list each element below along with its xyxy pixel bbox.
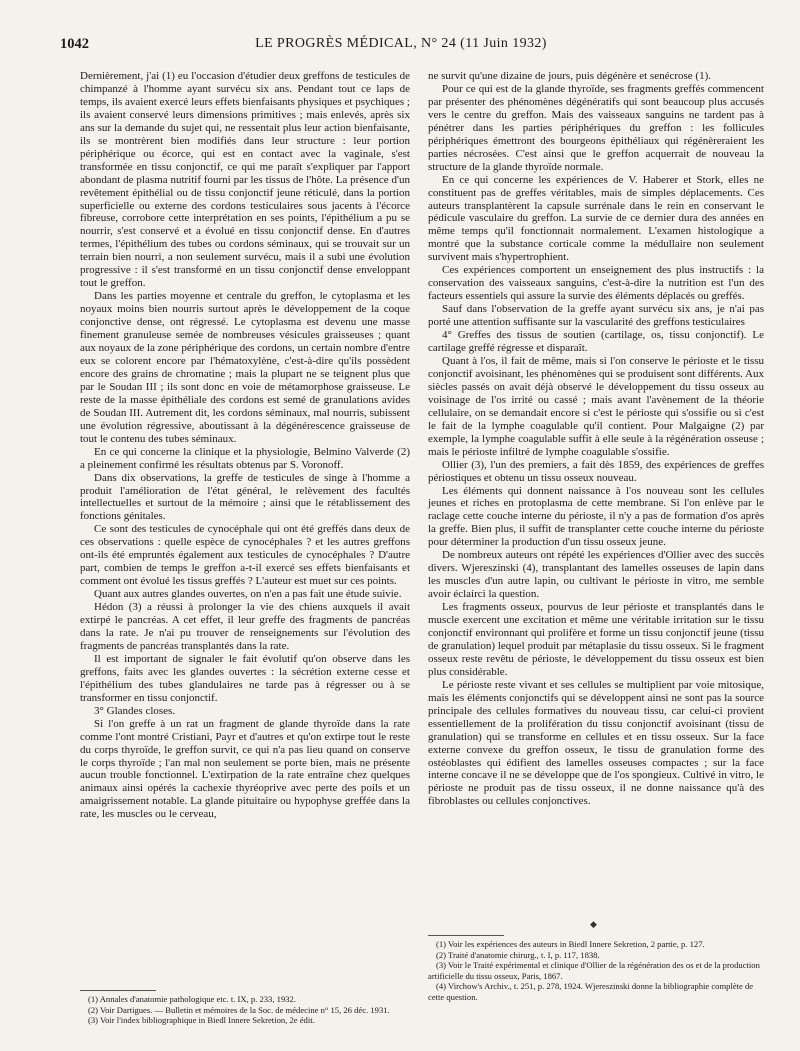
left-column — [80, 70, 410, 821]
paragraph: Pour ce qui est de la glande thyroïde, ses fragments greffés commencent par présenter des phénomènes dégénératifs qui sont beaucoup plus accusés vers le centre du greffon. Mais des vaisseaux sanguins ne tardent pas à pénétrer dans les parties périphériques du greffon : les follicules périphériques émettront des bourgeons épithéliaux qui régénèreraient les parties nécrosées. C'est ainsi que le greffon acquerrait de nouveau la structure de la glande thyroïde normale. — [428, 82, 764, 173]
footnote: (3) Voir le Traité expérimental et clinique d'Ollier de la régénération des os et de la production artificielle du tissu osseux, Paris, 1867. — [428, 960, 760, 981]
section-heading: 3° Glandes closes. — [94, 704, 176, 717]
paragraph: En ce qui concerne les expériences de V. Haberer et Stork, elles ne constituent pas de greffes véritables, mais de simples déplacements. Ces auteurs transplantèrent la capsule surrénale dans le rein en conservant le pédicule vasculaire du greffon. La survie de ce dernier dura des années en même temps qu'il fonctionnait normalement. L'examen histologique a montré que la substance corticale comme la médullaire non seulement survivent mais s'hypertrophient. — [428, 173, 764, 264]
paragraph: ne survit qu'une dizaine de jours, puis dégénère et senécrose (1). — [428, 70, 711, 82]
paragraph: De nombreux auteurs ont répété les expériences d'Ollier avec des succès divers. Wjereszinski (4), transplantant des lamelles osseuses de lapin dans les muscles d'un autre lapin, ou cultivant le périoste in vitro, me semble avoir éclairci la question. — [428, 549, 764, 601]
paragraph: Quant aux autres glandes ouvertes, on n'en a pas fait une étude suivie. — [94, 588, 402, 601]
paragraph: En ce qui concerne la clinique et la physiologie, Belmino Valverde (2) a pleinement confirmé les résultats obtenus par S. Voronoff. — [80, 445, 410, 471]
paragraph: Ces expériences comportent un enseignement des plus instructifs : la conservation des vaisseaux sanguins, c'est-à-dire la nutrition est l'un des facteurs essentiels qui assure la survie des éléments déplacés ou greffés. — [428, 264, 764, 303]
paragraph: Dernièrement, j'ai (1) eu l'occasion d'étudier deux greffons de testicules de chimpanzé à l'homme ayant survécu six ans. Pendant tout ce laps de temps, ils avaient exercé leurs effets bienfaisants physiques et psychiques ; ils avaient conservé leurs dimensions primitives ; mais enlevés, après six ans sur la demande du sujet qui, ne ressentait plus leur action bienfaisante, ils se montrèrent bien modifiés dans leur structure : leur portion périphérique ou écorce, qui est en contact avec la vaginale, s'est transformée en tissu conjonctif, ce qui me paraît s'expliquer par l'apport abondant de plasma nutritif fourni par les tissus de l'hôte. La présence d'un revêtement épithélial ou de tissu conjonctif jeune réticulé, dans la portion superficielle ou externe des cordons testiculaires sous jacents à l'écorce fibreuse, corrobore cette interprétation en ses points, l'épithélium a pu se nourrir, s'est conservé et a évolué en tissu conjonctif dense. En d'autres termes, l'épithélium des tubes ou cordons séminaux, qui se trouvait sur un terrain bien nourri, a non seulement survécu, mais il a subi une évolution progressive : il s'est transformé en un tissu conjonctif dense enveloppant tout le greffon. — [80, 70, 410, 290]
paragraph: Les éléments qui donnent naissance à l'os nouveau sont les cellules jeunes et riches en protoplasma de cette membrane. Si l'on enlève par le raclage cette couche interne du périoste, il n'y a pas de formation d'os après la greffe. Bien plus, il suffit de transplanter cette couche interne du périoste pour déterminer la production d'un tissu osseux jeune. — [428, 484, 764, 549]
paragraph: Dans dix observations, la greffe de testicules de singe à l'homme a produit l'amélioration de l'état général, le relèvement des facultés intellectuelles et surtout de la mémoire ; ainsi que le rétablissement des fonctions génitales. — [80, 471, 410, 523]
paragraph: Il est important de signaler le fait évolutif qu'on observe dans les greffons, faits avec les glandes ouvertes : la sécrétion externe cesse et l'épithélium des tubes glandulaires ne tarde pas à régresser ou à se transformer en tissu conjonctif. — [80, 652, 410, 704]
section-heading: 4° Greffes des tissus de soutien (cartilage, os, tissu conjonctif). Le cartilage greffé régresse et disparaît. — [428, 329, 764, 355]
paragraph: Ollier (3), l'un des premiers, a fait dès 1859, des expériences de greffes périostiques et obtenu un tissu osseux nouveau. — [428, 458, 764, 484]
paragraph: Quant à l'os, il fait de même, mais si l'on conserve le périoste et le tissu conjonctif avoisinant, les phénomènes qui se produisent sont différents. Aux siècles passés on avait déjà observé le développement du tissu osseux au voisinage de l'os irrité ou cassé ; mais avant l'avènement de la théorie cellulaire, on se demandait encore si c'est le périoste qui s'ossifie ou si c'est le fait de la lymphe coagulable qu'il contient. Pour Malgaigne (2) par exemple, la lymphe coagulable suffit à elle seule à la régénération osseuse ; mais le périoste infiltré de lymphe coagulable s'ossifie. — [428, 354, 764, 458]
footnote: (2) Voir Dartigues. — Bulletin et mémoires de la Soc. de médecine n° 15, 26 déc. 1931. — [88, 1004, 390, 1015]
footnote: (1) Voir les expériences des auteurs in Biedl Innere Sekretion, 2 partie, p. 127. — [436, 939, 705, 949]
paragraph: Ce sont des testicules de cynocéphale qui ont été greffés dans deux de ces observations : quelle espèce de cynocéphales ? et les autres greffons ont-ils été empruntés également aux testicules de cynocéphales ? D'autre part, combien de temps le greffon a-t-il exercé ses effets bienfaisants et comment ont évolué les tissus greffés ? L'auteur est muet sur ces points. — [80, 523, 410, 588]
paragraph: Sauf dans l'observation de la greffe ayant survécu six ans, je n'ai pas porté une attention suffisante sur la vascularité des greffons testiculaires — [428, 303, 764, 329]
paragraph: Le périoste reste vivant et ses cellules se multiplient par voie mitosique, mais les éléments conjonctifs qui se développent ainsi ne sont pas la source principale des cellules formatives du nouveau tissu, car celui-ci provient essentiellement de la prolifération du tissu conjonctif avoisinant (tissu de granulation) qui se transforme en cellules et en tissu osseux. Sur la face externe convexe du greffon osseux, le tissu de granulation forme des ostéoblastes qui édifient des lamelles osseuses compactes ; sur la face interne concave il ne se développe que de l'os spongieux. Cultivé in vitro, le périoste ne produit pas de tissu osseux, il ne donne naissance qu'à des fibroblastes ou cellules conjonctives. — [428, 678, 764, 808]
paragraph: Les fragments osseux, pourvus de leur périoste et transplantés dans le muscle exercent une excitation et même une véritable irritation sur le tissu conjonctif environnant qui prolifère et forme un tissu conjonctif jeune (tissu de granulation) lequel produit par métaplasie du tissu osseux. Si le fragment osseux reste revêtu de périoste, le développement du tissu osseux est bien plus considérable. — [428, 601, 764, 678]
footnote: (1) Annales d'anatomie pathologique etc. t. IX, p. 233, 1932. — [88, 994, 296, 1004]
footnote: (4) Virchow's Archiv., t. 251, p. 278, 1924. Wjereszinski donne la bibliographie complète de cette question. — [428, 981, 754, 1002]
right-column — [428, 70, 764, 808]
footnote-rule — [80, 990, 156, 991]
footnote-rule — [428, 935, 504, 936]
running-title: LE PROGRÈS MÉDICAL, N° 24 (11 Juin 1932) — [255, 36, 547, 51]
footnote: (3) Voir l'index bibliographique in Biedl Innere Sekretion, 2e édit. — [88, 1015, 315, 1026]
paragraph: Si l'on greffe à un rat un fragment de glande thyroïde dans la rate comme l'ont montré Cristiani, Payr et d'autres et qu'on extirpe tout le reste du corps thyroïde, le greffon survit, ce qui n'a pas lieu quand on conserve le corps thyroïde ; l'an mal non seulement se porte bien, mais ne présente aucun trouble fonctionnel. L'extirpation de la rate entraîne chez quelques animaux ainsi opérés la cachexie thyréoprive avec perte des poils et un amaigrissement notable. La glande pituitaire ou hypophyse greffée dans la rate, les muscles ou le cerveau, — [80, 717, 410, 821]
footnotes-left — [80, 990, 410, 1026]
page-header — [60, 36, 742, 58]
paragraph: Dans les parties moyenne et centrale du greffon, le cytoplasma et les noyaux moins bien nourris surtout après le développement de la coque conjonctive dense, ont régressé. Le cytoplasma est devenu une masse finement granuleuse semée de nombreuses vésicules graisseuses ; quant aux noyaux de la zone périphérique des cordons, un certain nombre d'entre eux se colorent encore par l'hématoxylène, c'est-à-dire qu'ils possèdent encore des grains de chromatine ; mais la plupart ne se teignent plus que par le Soudan III ; ils sont donc en voie de métamorphose graisseuse. Le reste de la masse épithéliale des cordons est semé de granulations avides de Soudan III. Autrement dit, les cordons séminaux, mal nourris, subissent une évolution régressive, aboutissant à la dégénérescence graisseuse de tout le contenu des tubes séminaux. — [80, 290, 410, 445]
footnotes-right — [428, 935, 764, 1003]
page-number: 1042 — [60, 36, 89, 52]
paragraph: Hédon (3) a réussi à prolonger la vie des chiens auxquels il avait extirpé le pancréas. A cet effet, il leur greffe des fragments de pancréas dans la rate. Je n'ai pu trouver de renseignements sur l'évolution des fragments de pancréas transplantés dans la rate. — [80, 601, 410, 652]
footnote: (2) Traité d'anatomie chirurg., t. I, p. 117, 1838. — [436, 949, 600, 960]
separator-ornament: ◆ — [590, 919, 597, 929]
